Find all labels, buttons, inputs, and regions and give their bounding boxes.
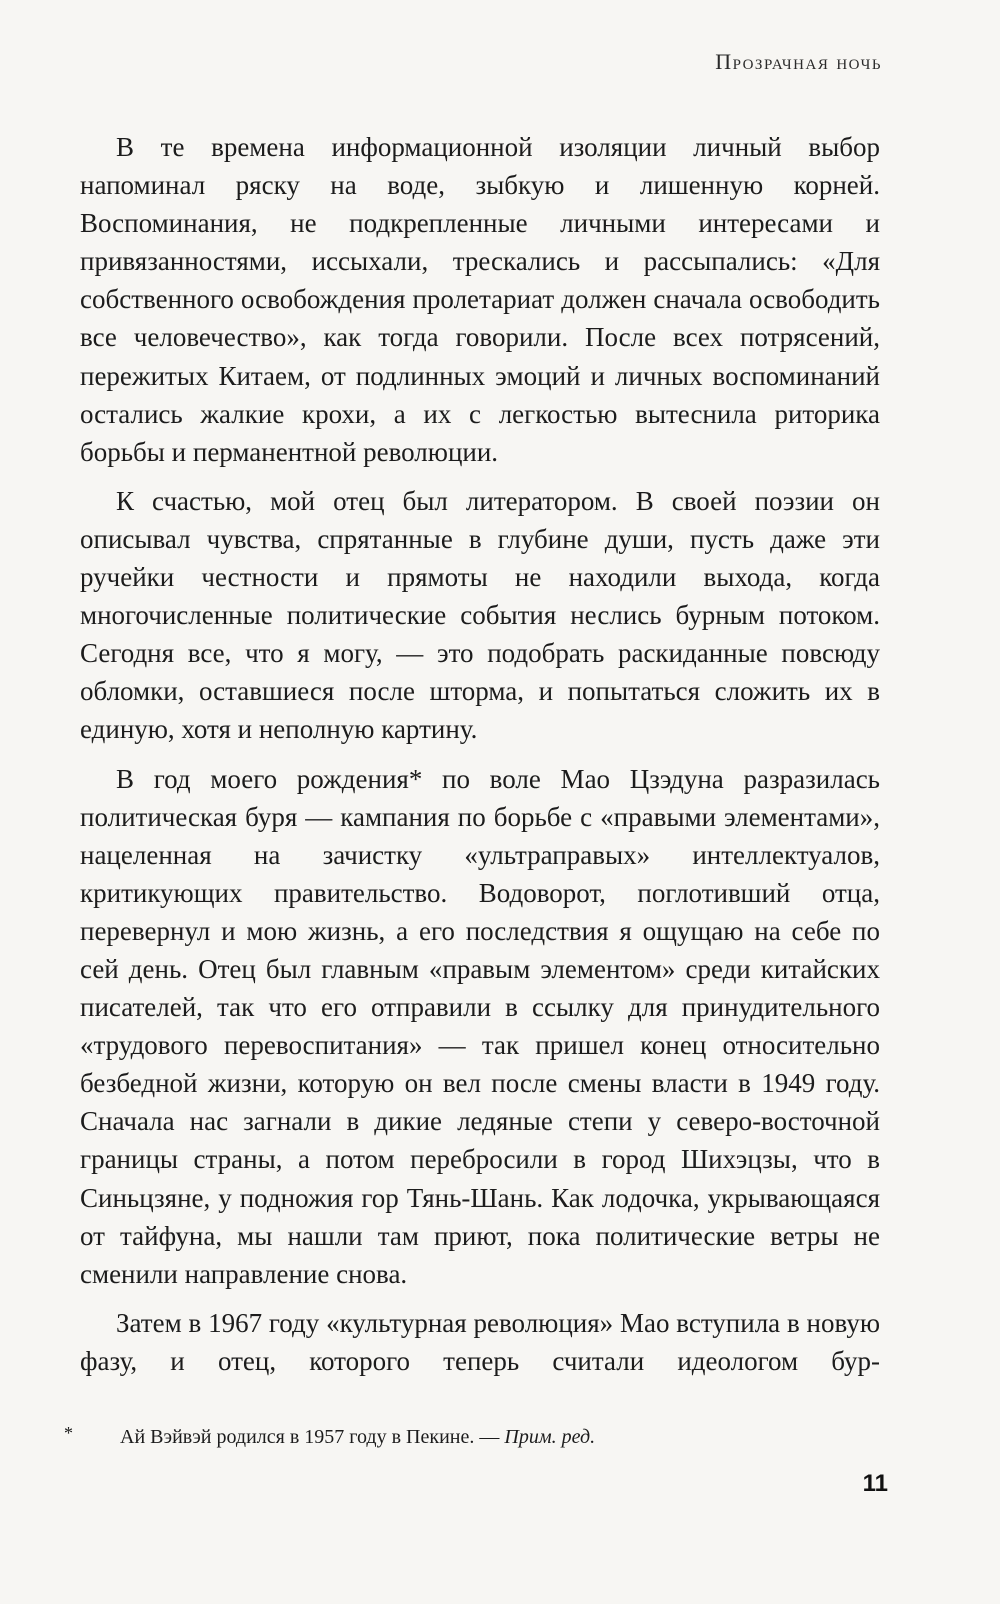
paragraph-1: В те времена информационной изоляции личный выбор напоминал ряску на воде, зыбкую и лишенную корней. Воспоминания, не подкрепленные личными интересами и привязанностями, иссыхали, трескались и рассыпались: «Для собственного освобождения пролетариат должен сначала освободить все человечество», как тогда говорили. После всех потрясений, пережитых Китаем, от подлинных эмоций и личных воспоминаний остались жалкие крохи, а их с легкостью вытеснила риторика борьбы и перманентной революции. — [80, 132, 880, 467]
paragraph-3: В год моего рождения* по воле Мао Цзэдуна разразилась политическая буря — кампания по борьбе с «правыми элементами», нацеленная на зачистку «ультраправых» интеллектуалов, критикующих правительство. Водоворот, поглотивший отца, перевернул и мою жизнь, а его последствия я ощущаю на себе по сей день. Отец был главным «правым элементом» среди китайских писателей, так что его отправили в ссылку для принудительного «трудового перевоспитания» — так пришел конец относительно безбедной жизни, которую он вел после смены власти в 1949 году. Сначала нас загнали в дикие ледяные степи у северо-восточной границы страны, а потом перебросили в город Шихэцзы, что в Синьцзяне, у подножия гор Тянь-Шань. Как лодочка, укрывающаяся от тайфуна, мы нашли там приют, пока политические ветры не сменили направление снова. — [80, 763, 880, 1289]
footnote-text: Ай Вэйвэй родился в 1957 году в Пекине. — — [120, 1426, 500, 1448]
paragraph-2: К счастью, мой отец был литератором. В своей поэзии он описывал чувства, спрятанные в глубине души, пусть даже эти ручейки честности и прямоты не находили выхода, когда многочисленные политические события неслись бурным потоком. Сегодня все, что я могу, — это подобрать раскиданные повсюду обломки, оставшиеся после шторма, и попытаться сложить их в единую, хотя и неполную картину. — [80, 485, 880, 745]
running-title: Прозрачная ночь — [715, 49, 882, 74]
footnote-editor-note: Прим. ред. — [504, 1426, 596, 1448]
page-number: 11 — [862, 1470, 888, 1497]
footnote-mark: * — [64, 1423, 73, 1443]
footnote — [64, 1419, 884, 1451]
paragraph-4: Затем в 1967 году «культурная революция» Мао вступила в новую фазу, и отец, которого теперь считали идеологом бур- — [80, 1307, 880, 1376]
main-text — [80, 128, 880, 1391]
